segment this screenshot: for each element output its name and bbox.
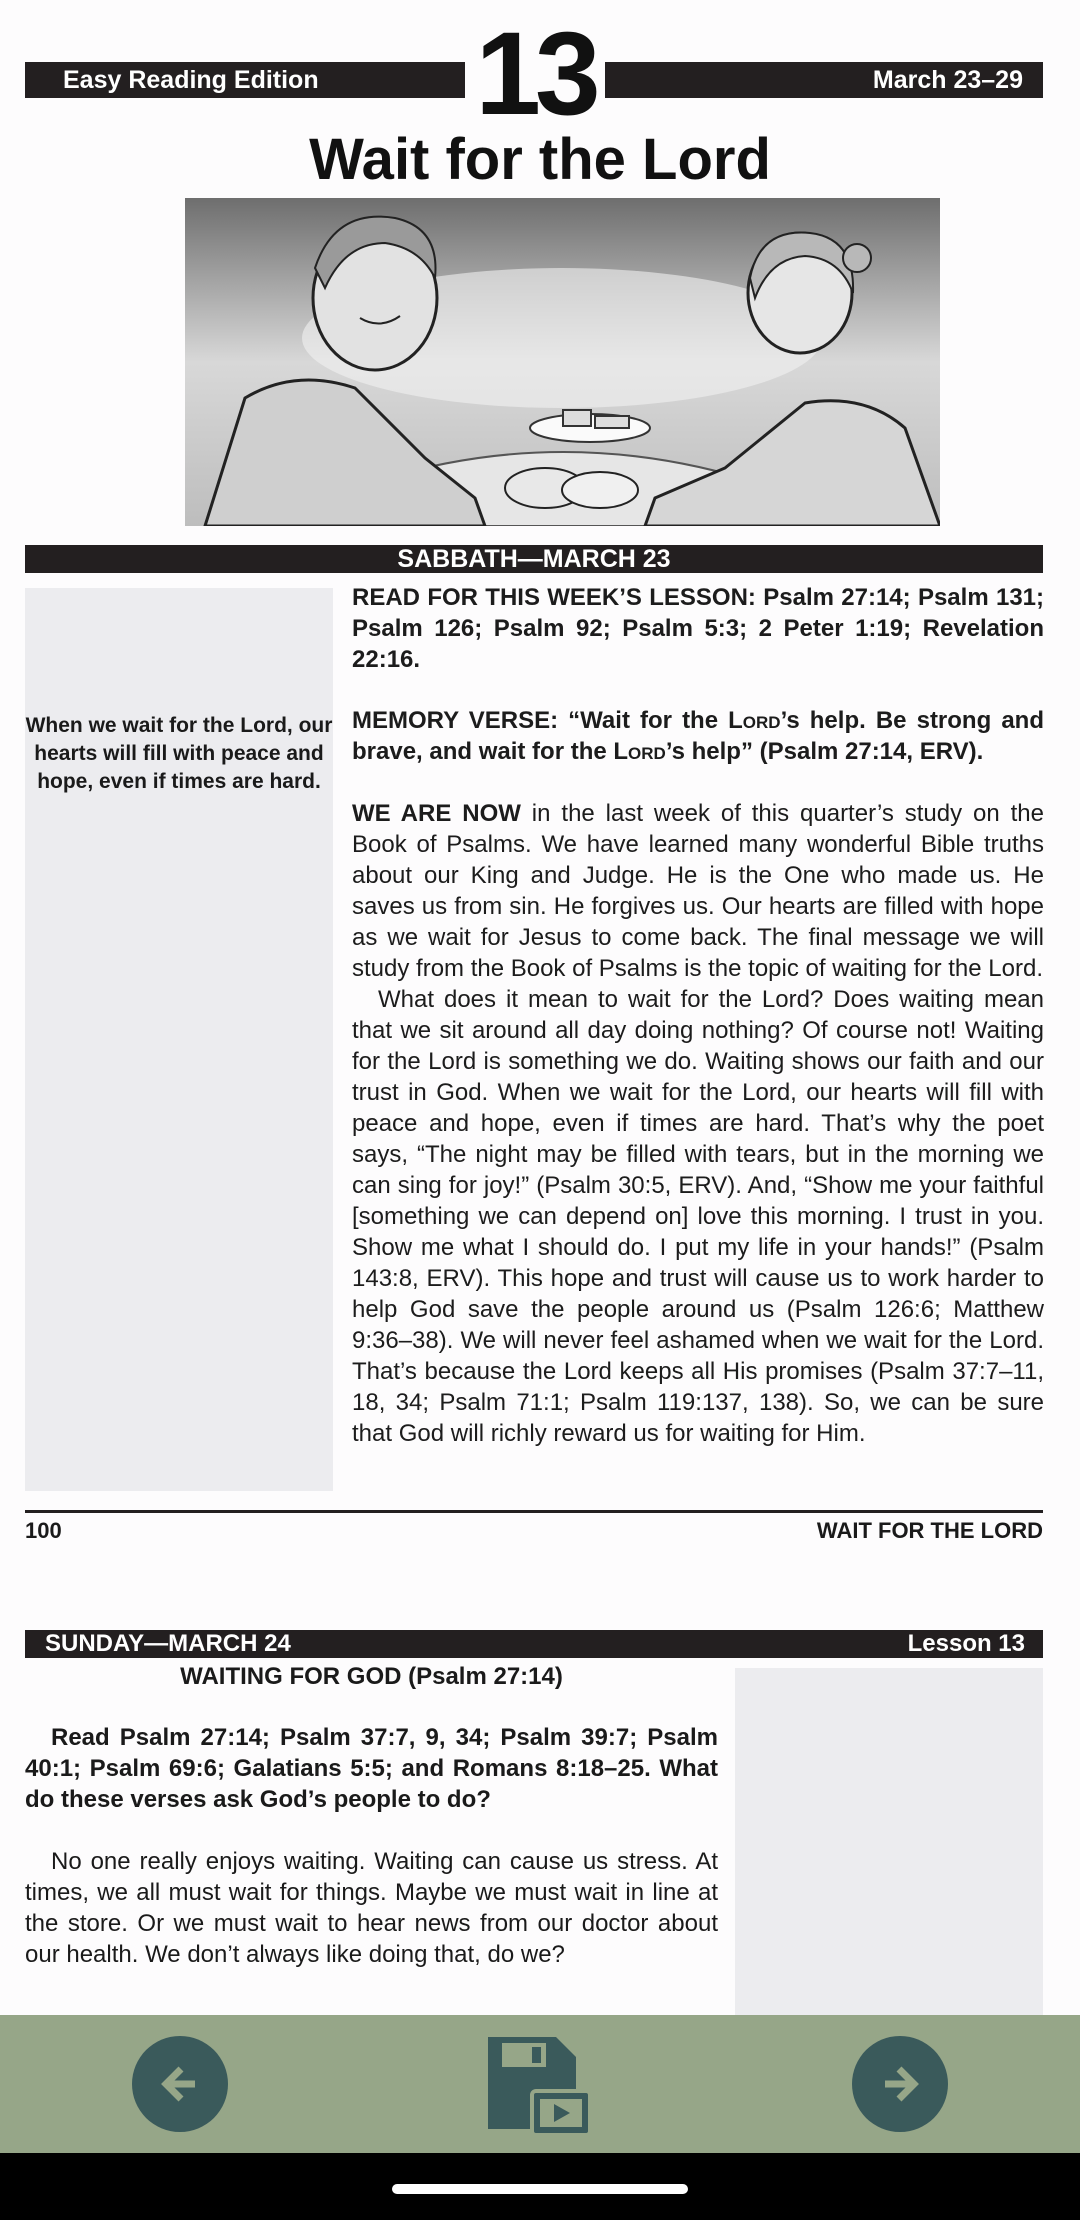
body-paragraph xyxy=(352,798,1044,984)
save-media-button[interactable] xyxy=(486,2037,592,2137)
body-paragraph: What does it mean to wait for the Lord? Does waiting mean that we sit around all day doing nothing? Of course not! Waiting for the Lord is something we do. Waiting shows our faith and our trust in God. When we wait for the Lord, our hearts will fill with peace and hope, even if times are hard. That’s why the poet says, “The night may be filled with tears, but in the morning we can sing for joy!” (Psalm 30:5, ERV). And, “Show me your faithful [something we can depend on] love this morning. I trust in you. Show me what I should do. I put my life in your hands!” (Psalm 143:8, ERV). This hope and trust will cause us to work harder to help God save the people around us (Psalm 126:6; Matthew 9:36–38). We will never feel ashamed when we wait for the Lord. That’s because the Lord keeps all His promises (Psalm 37:7–11, 18, 34; Psalm 71:1; Psalm 119:137, 138). So, we can be sure that God will richly reward us for waiting for Him. xyxy=(352,986,1044,1447)
memory-verse-lord: Lord xyxy=(613,738,666,765)
body-paragraph: No one really enjoys waiting. Waiting can cause us stress. At times, we all must wait for things. Maybe we must wait in line at the store. Or we must wait to hear news from our doctor about our health. We don’t always like doing that, do we? xyxy=(25,1848,718,1968)
save-video-icon xyxy=(486,2037,592,2137)
read-for-lesson: READ FOR THIS WEEK’S LESSON: Psalm 27:14; Psalm 131; Psalm 126; Psalm 92; Psalm 5:3; 2 Peter 1:19; Revelation 22:16. xyxy=(352,584,1044,673)
memory-verse-lord: Lord xyxy=(728,707,781,734)
page-number: 100 xyxy=(25,1518,62,1543)
section-heading: WAITING FOR GOD (Psalm 27:14) xyxy=(180,1663,563,1690)
home-indicator[interactable] xyxy=(392,2184,688,2194)
arrow-right-icon xyxy=(877,2061,923,2107)
paragraph-lead: WE ARE NOW xyxy=(352,800,521,827)
lesson-number: 13 xyxy=(475,8,595,140)
running-title: WAIT FOR THE LORD xyxy=(816,1518,1043,1543)
edition-banner: Easy Reading Edition xyxy=(25,62,465,98)
read-question: Read Psalm 27:14; Psalm 37:7, 9, 34; Psalm 39:7; Psalm 40:1; Psalm 69:6; Galatians 5:5; and Romans 8:18–25. What do these verses ask God’s people to do? xyxy=(25,1724,718,1813)
previous-page-button[interactable] xyxy=(132,2036,228,2132)
footer-rule xyxy=(25,1510,1043,1513)
sunday-day-bar xyxy=(25,1630,1043,1658)
sunday-day-label: SUNDAY—MARCH 24 xyxy=(45,1630,291,1657)
pull-quote: When we wait for the Lord, our hearts will fill with peace and hope, even if times are hard. xyxy=(25,714,333,793)
lesson-title: Wait for the Lord xyxy=(309,127,771,192)
memory-verse-part: ’s help. Be strong and brave, and wait for the xyxy=(352,707,1044,765)
next-page-button[interactable] xyxy=(852,2036,948,2132)
date-range-banner: March 23–29 xyxy=(605,62,1043,98)
bottom-navigation-bar xyxy=(0,2015,1080,2153)
sabbath-day-bar: SABBATH—MARCH 23 xyxy=(25,545,1043,573)
lesson-illustration xyxy=(185,198,940,526)
lesson-label: Lesson 13 xyxy=(907,1630,1025,1657)
sabbath-body xyxy=(352,798,1044,1449)
memory-verse-part: ’s help” (Psalm 27:14, ERV). xyxy=(665,738,984,765)
praying-couple-illustration xyxy=(185,198,940,526)
sidebar-panel xyxy=(735,1668,1043,2018)
arrow-left-icon xyxy=(157,2061,203,2107)
paragraph-text: in the last week of this quarter’s study on the Book of Psalms. We have learned many wonderful Bible truths about our King and Judge. He is the One who made us. He saves us from sin. He forgives us. Our hearts are filled with hope as we wait for Jesus to come back. The final message we will study from the Book of Psalms is the topic of waiting for the Lord. xyxy=(352,800,1044,982)
memory-verse-part: MEMORY VERSE: “Wait for the xyxy=(352,707,729,734)
memory-verse xyxy=(352,705,1044,767)
